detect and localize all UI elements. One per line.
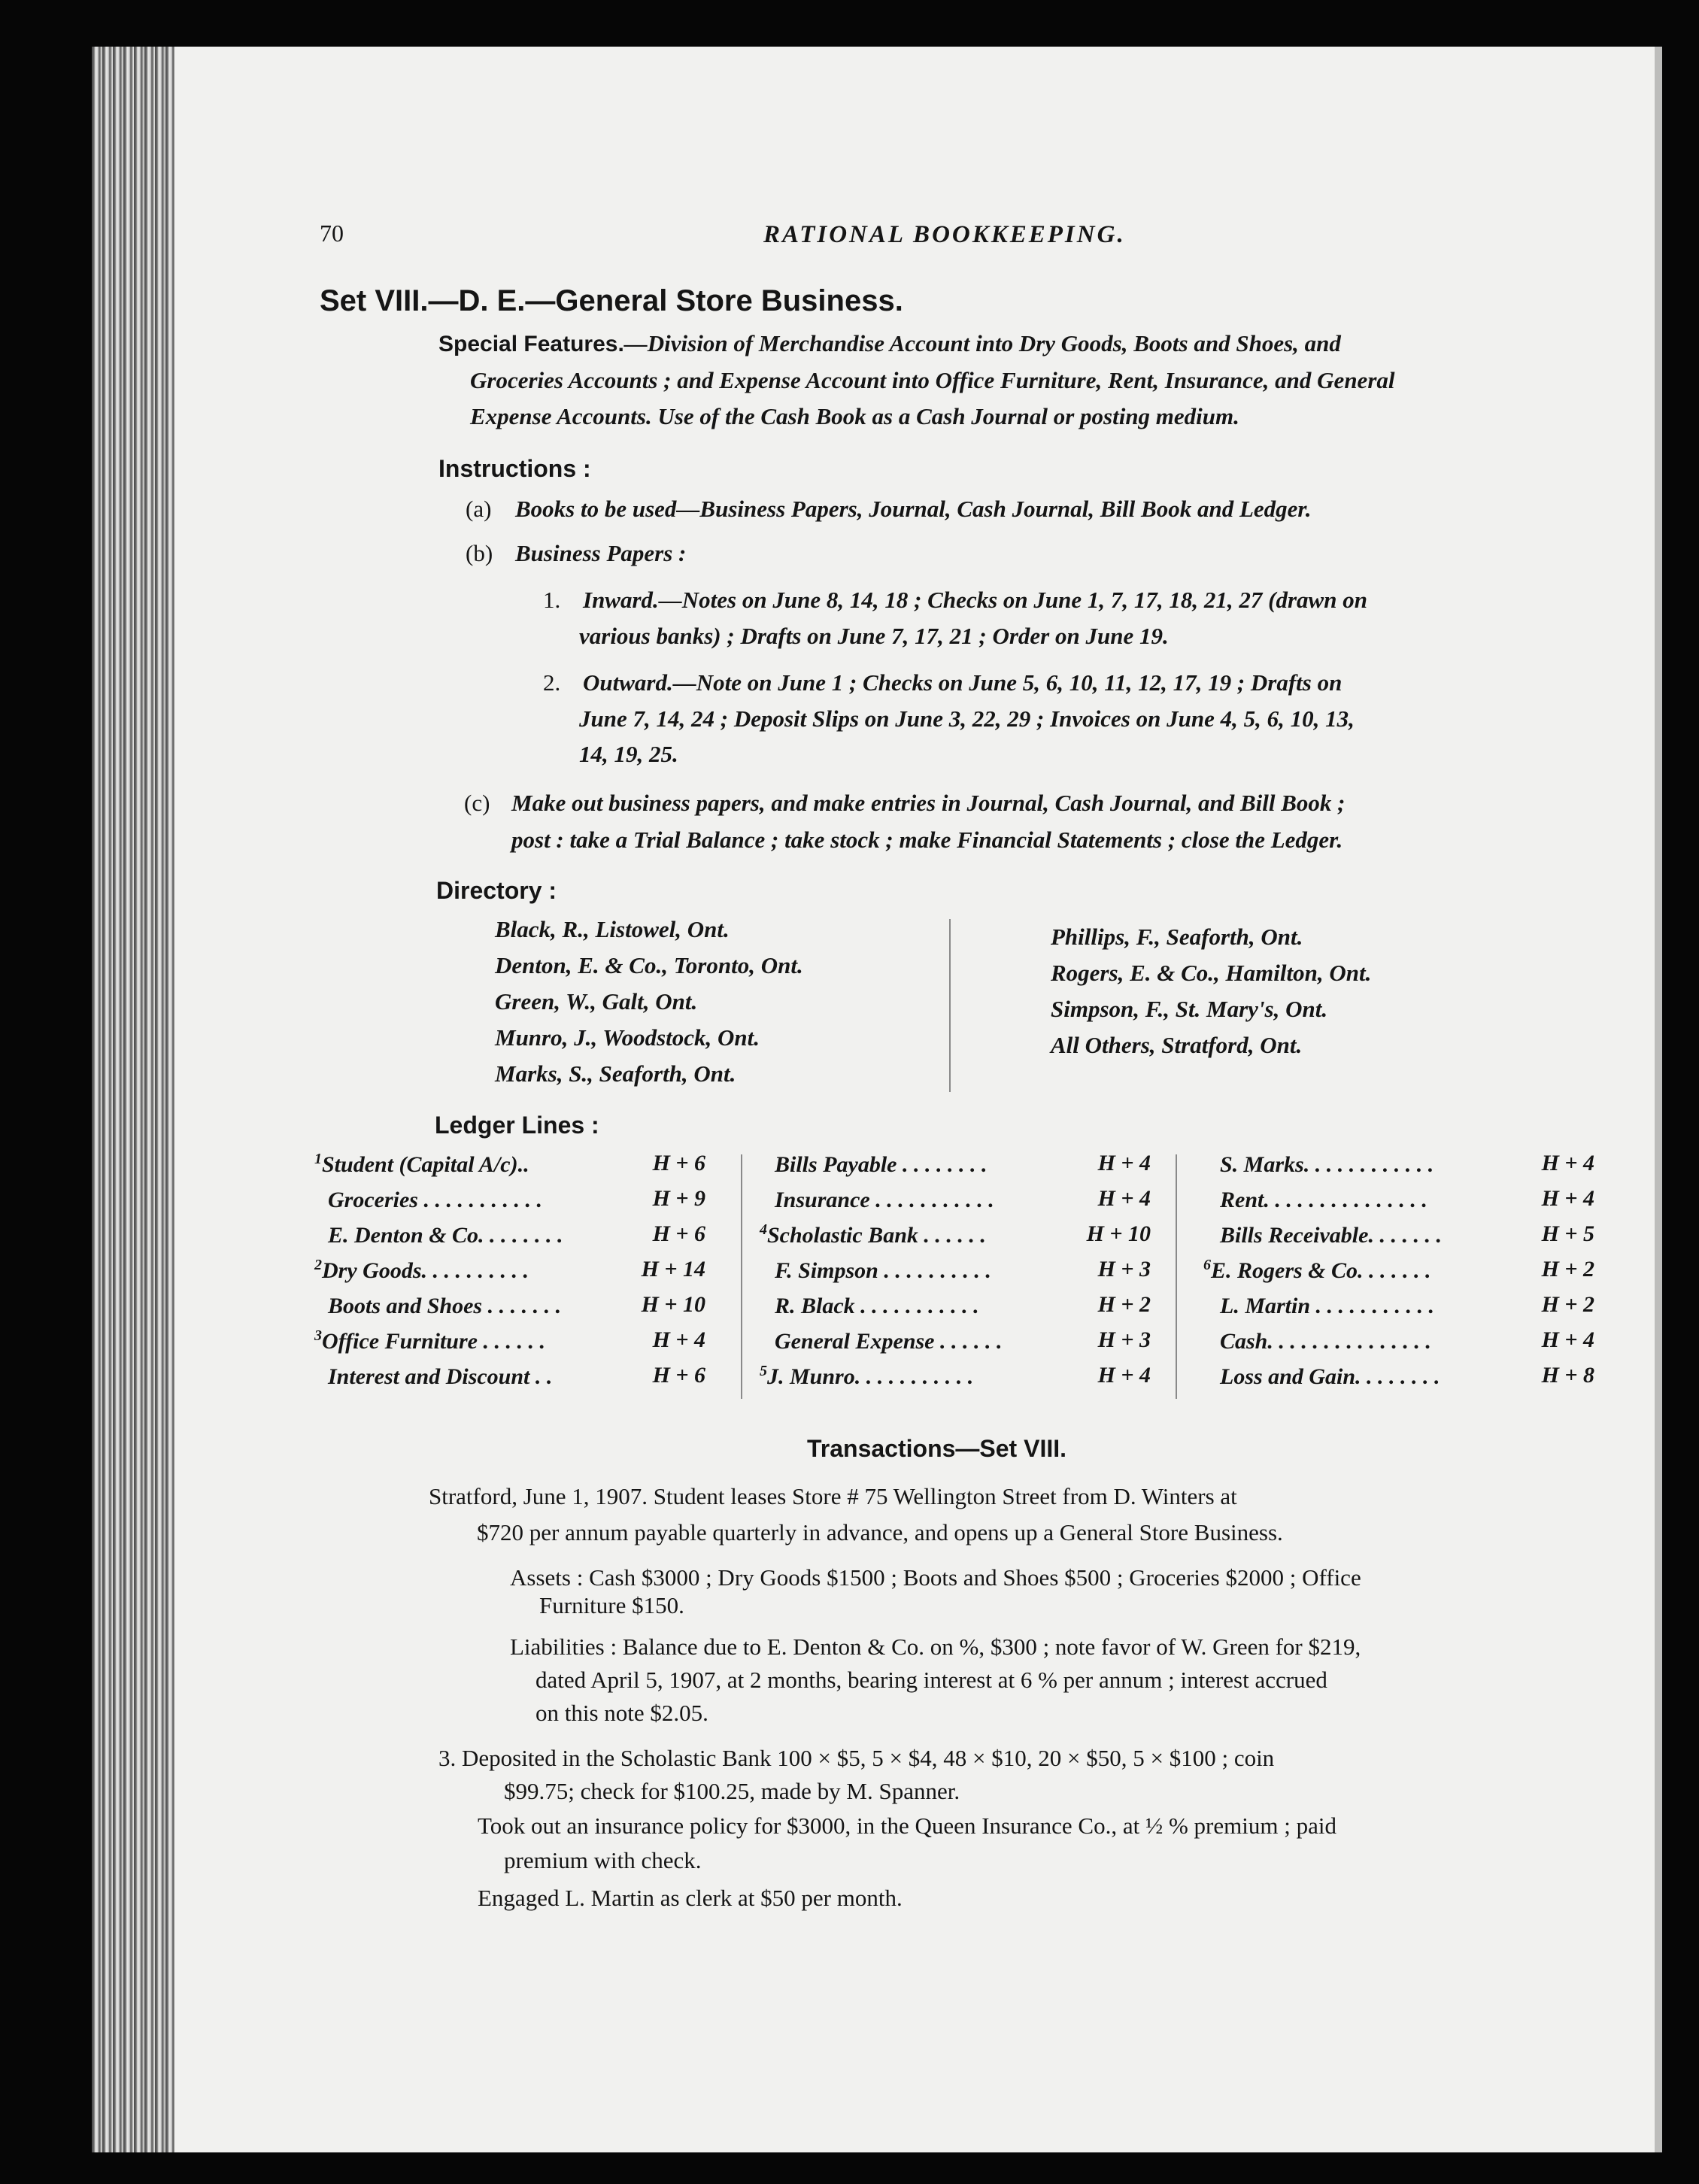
ledger-row [314,1151,705,1186]
ledger-account: F. Simpson . . . . . . . . . . [775,1258,991,1283]
ledger-lines-heading: Ledger Lines : [435,1112,599,1139]
ledger-divider [741,1154,742,1399]
page-binding-edge [92,47,174,2152]
ledger-account: Interest and Discount . . [328,1364,553,1389]
ledger-row [1203,1327,1594,1363]
instruction-c-marker: (c) [464,790,490,816]
ledger-account: General Expense . . . . . . [775,1329,1003,1354]
assets-line-1: Assets : Cash $3000 ; Dry Goods $1500 ; Boots and Shoes $500 ; Groceries $2000 ; Office [510,1564,1361,1591]
deposit-line-2: $99.75; check for $100.25, made by M. Spanner. [504,1778,960,1804]
instruction-b-marker: (b) [466,540,493,566]
outward-line-1: Outward.—Note on June 1 ; Checks on June 5, 6, 10, 11, 12, 17, 19 ; Drafts on [583,669,1343,696]
instructions-heading: Instructions : [438,455,591,482]
inward-marker: 1. [543,587,561,613]
ledger-row [314,1257,705,1292]
ledger-row [1203,1257,1594,1292]
ledger-lines-count: H + 6 [652,1151,705,1175]
ledger-row [314,1186,705,1221]
liabilities-line-2: dated April 5, 1907, at 2 months, bearing interest at 6 % per annum ; interest accrued [535,1667,1327,1693]
ledger-lines-count: H + 4 [1541,1327,1594,1352]
ledger-lines-count: H + 8 [1541,1363,1594,1388]
ledger-lines-count: H + 4 [1097,1363,1151,1388]
ledger-account: Dry Goods. . . . . . . . . . [322,1258,529,1283]
ledger-lines-count: H + 4 [1097,1151,1151,1175]
ledger-account: Cash. . . . . . . . . . . . . . . [1220,1329,1431,1354]
instruction-c-line-1: Make out business papers, and make entries in Journal, Cash Journal, and Bill Book ; [511,790,1346,816]
ledger-row [314,1292,705,1327]
clerk-line: Engaged L. Martin as clerk at $50 per month. [478,1885,903,1911]
ledger-lines-count: H + 2 [1097,1292,1151,1317]
ledger-row [1203,1186,1594,1221]
ledger-lines-count: H + 3 [1097,1257,1151,1282]
ledger-footnote-marker: 6 [1203,1257,1211,1273]
instruction-a-text: Books to be used—Business Papers, Journal, Cash Journal, Bill Book and Ledger. [515,496,1312,522]
ledger-lines-count: H + 2 [1541,1292,1594,1317]
ledger-footnote-marker: 1 [314,1151,322,1167]
instruction-b-text: Business Papers : [515,540,687,566]
directory-entry: Denton, E. & Co., Toronto, Ont. [495,952,803,978]
ledger-row [760,1327,1151,1363]
running-title: RATIONAL BOOKKEEPING. [763,221,1126,248]
page-right-edge [1655,47,1662,2152]
liabilities-line-3: on this note $2.05. [535,1700,708,1726]
instruction-c-line-2: post : take a Trial Balance ; take stock ; make Financial Statements ; close the Ledger. [511,827,1343,853]
ledger-account: J. Munro. . . . . . . . . . . [767,1364,974,1389]
ledger-account: Groceries . . . . . . . . . . . [328,1188,542,1212]
ledger-lines-count: H + 4 [1097,1186,1151,1211]
outward-marker: 2. [543,669,561,696]
directory-entry: Green, W., Galt, Ont. [495,988,698,1015]
directory-entry: Marks, S., Seaforth, Ont. [495,1060,736,1087]
ledger-row [760,1186,1151,1221]
ledger-divider [1176,1154,1177,1399]
directory-heading: Directory : [436,877,557,904]
ledger-lines-count: H + 14 [641,1257,705,1282]
ledger-account: S. Marks. . . . . . . . . . . . [1220,1152,1434,1177]
ledger-account: E. Rogers & Co. . . . . . . [1211,1258,1431,1283]
ledger-lines-count: H + 10 [1086,1221,1151,1246]
ledger-lines-count: H + 6 [652,1221,705,1246]
ledger-footnote-marker: 5 [760,1363,767,1379]
ledger-row [1203,1363,1594,1398]
ledger-footnote-marker: 2 [314,1257,322,1273]
special-features-line-2: Groceries Accounts ; and Expense Account into Office Furniture, Rent, Insurance, and General [470,367,1395,393]
ledger-lines-count: H + 2 [1541,1257,1594,1282]
liabilities-line-1: Liabilities : Balance due to E. Denton & Co. on %, $300 ; note favor of W. Green for $219, [510,1633,1361,1660]
directory-entry: Black, R., Listowel, Ont. [495,916,730,942]
ledger-account: Insurance . . . . . . . . . . . [775,1188,994,1212]
directory-entry: Munro, J., Woodstock, Ont. [495,1024,760,1051]
ledger-lines-count: H + 10 [641,1292,705,1317]
insurance-line-1: Took out an insurance policy for $3000, in the Queen Insurance Co., at ½ % premium ; paid [478,1812,1336,1839]
ledger-row [314,1221,705,1257]
ledger-row [314,1363,705,1398]
ledger-row [760,1292,1151,1327]
special-features-line-3: Expense Accounts. Use of the Cash Book as a Cash Journal or posting medium. [470,403,1239,429]
ledger-account: Bills Payable . . . . . . . . [775,1152,988,1177]
directory-entry: All Others, Stratford, Ont. [1051,1032,1303,1058]
ledger-account: Boots and Shoes . . . . . . . [328,1294,562,1318]
ledger-row [760,1221,1151,1257]
ledger-account: Scholastic Bank . . . . . . [767,1223,986,1248]
special-features-text: —Division of Merchandise Account into Dry Goods, Boots and Shoes, and [623,330,1341,356]
insurance-line-2: premium with check. [504,1847,702,1873]
assets-line-2: Furniture $150. [539,1592,684,1618]
ledger-lines-count: H + 4 [1541,1151,1594,1175]
ledger-account: Office Furniture . . . . . . [322,1329,545,1354]
set-title: Set VIII.—D. E.—General Store Business. [320,284,903,317]
deposit-line-1: 3. Deposited in the Scholastic Bank 100 × $5, 5 × $4, 48 × $10, 20 × $50, 5 × $100 ; coin [438,1745,1275,1771]
transactions-heading: Transactions—Set VIII. [807,1435,1066,1462]
ledger-row [760,1363,1151,1398]
ledger-lines-count: H + 4 [1541,1186,1594,1211]
ledger-account: E. Denton & Co. . . . . . . . [328,1223,563,1248]
directory-entry: Simpson, F., St. Mary's, Ont. [1051,996,1328,1022]
directory-left-list [495,912,803,1092]
ledger-account: Student (Capital A/c).. [322,1152,529,1177]
transaction-intro-line-2: $720 per annum payable quarterly in advance, and opens up a General Store Business. [477,1519,1283,1545]
directory-entry: Phillips, F., Seaforth, Ont. [1051,924,1303,950]
ledger-lines-count: H + 9 [652,1186,705,1211]
directory-right-list [1051,919,1371,1063]
ledger-row [1203,1292,1594,1327]
ledger-account: Rent. . . . . . . . . . . . . . . [1220,1188,1427,1212]
inward-line-2: various banks) ; Drafts on June 7, 17, 21 ; Order on June 19. [579,623,1169,649]
ledger-lines-count: H + 4 [652,1327,705,1352]
ledger-account: L. Martin . . . . . . . . . . . [1220,1294,1435,1318]
directory-entry: Rogers, E. & Co., Hamilton, Ont. [1051,960,1372,986]
ledger-row [1203,1151,1594,1186]
ledger-lines-count: H + 3 [1097,1327,1151,1352]
directory-divider [949,919,951,1092]
ledger-row [314,1327,705,1363]
special-features-label: Special Features. [438,332,624,356]
ledger-footnote-marker: 4 [760,1221,767,1238]
ledger-account: Bills Receivable. . . . . . . [1220,1223,1442,1248]
instruction-a-marker: (a) [466,496,492,522]
ledger-lines-count: H + 6 [652,1363,705,1388]
inward-line-1: Inward.—Notes on June 8, 14, 18 ; Checks on June 1, 7, 17, 18, 21, 27 (drawn on [583,587,1367,613]
outward-line-3: 14, 19, 25. [579,741,678,767]
ledger-account: Loss and Gain. . . . . . . . [1220,1364,1440,1389]
ledger-row [760,1151,1151,1186]
ledger-account: R. Black . . . . . . . . . . . [775,1294,979,1318]
outward-line-2: June 7, 14, 24 ; Deposit Slips on June 3, 22, 29 ; Invoices on June 4, 5, 6, 10, 13, [579,705,1355,732]
ledger-row [1203,1221,1594,1257]
page-number: 70 [320,220,344,247]
ledger-footnote-marker: 3 [314,1327,322,1344]
special-features-line-1 [438,330,1341,357]
transaction-intro-line-1: Stratford, June 1, 1907. Student leases Store # 75 Wellington Street from D. Winters at [429,1483,1237,1509]
ledger-row [760,1257,1151,1292]
ledger-lines-count: H + 5 [1541,1221,1594,1246]
